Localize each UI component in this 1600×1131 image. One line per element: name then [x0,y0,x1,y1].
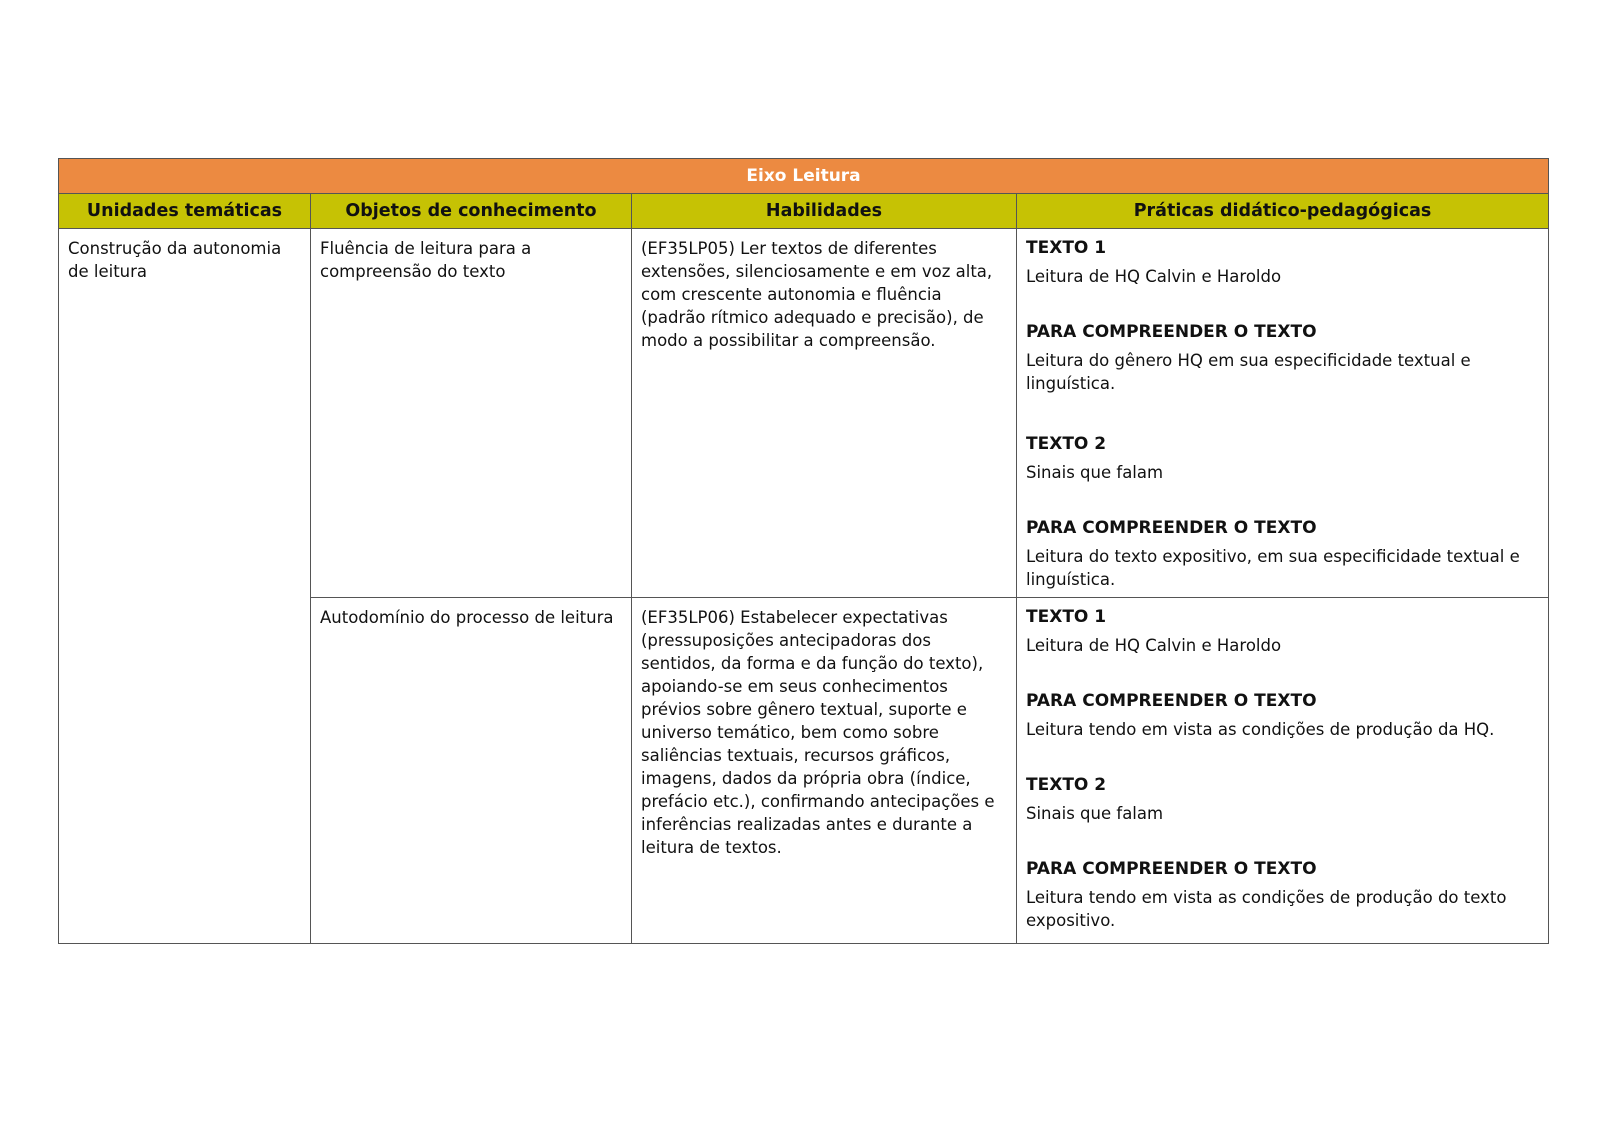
table-row [59,229,1549,598]
practice-heading: PARA COMPREENDER O TEXTO [1026,322,1317,342]
column-header-unidades: Unidades temáticas [59,194,311,229]
practice-heading: PARA COMPREENDER O TEXTO [1026,691,1317,711]
objeto-cell: Autodomínio do processo de leitura [311,598,632,944]
practice-block [1026,856,1539,932]
practice-body: Leitura tendo em vista as condições de produção do texto expositivo. [1026,888,1507,930]
column-header-habilidades: Habilidades [632,194,1017,229]
column-header-row [59,194,1549,229]
practice-body: Leitura de HQ Calvin e Haroldo [1026,267,1282,286]
praticas-cell [1017,598,1549,944]
practice-body: Leitura do texto expositivo, em sua especificidade textual e linguística. [1026,547,1520,589]
habilidade-cell: (EF35LP05) Ler textos de diferentes extensões, silenciosamente e em voz alta, com crescente autonomia e fluência (padrão rítmico adequado e precisão), de modo a possibilitar a compreensão. [632,229,1017,598]
objeto-cell: Fluência de leitura para a compreensão do texto [311,229,632,598]
practice-heading: TEXTO 2 [1026,434,1107,454]
practice-block [1026,431,1539,484]
practice-body: Leitura do gênero HQ em sua especificidade textual e linguística. [1026,351,1471,393]
practice-block [1026,604,1539,657]
practice-heading: TEXTO 1 [1026,607,1107,627]
practice-heading: PARA COMPREENDER O TEXTO [1026,518,1317,538]
practice-block [1026,235,1539,288]
praticas-cell [1017,229,1549,598]
column-header-praticas: Práticas didático-pedagógicas [1017,194,1549,229]
practice-block [1026,515,1539,591]
practice-block [1026,319,1539,395]
banner-row [59,159,1549,194]
curriculum-table [58,158,1549,944]
banner-title: Eixo Leitura [59,159,1549,194]
column-header-objetos: Objetos de conhecimento [311,194,632,229]
habilidade-cell: (EF35LP06) Estabelecer expectativas (pressuposições antecipadoras dos sentidos, da forma e da função do texto), apoiando-se em seus conhecimentos prévios sobre gênero textual, suporte e universo temático, bem como sobre saliências textuais, recursos gráficos, imagens, dados da própria obra (índice, prefácio etc.), confirmando antecipações e inferências realizadas antes e durante a leitura de textos. [632,598,1017,944]
practice-heading: PARA COMPREENDER O TEXTO [1026,859,1317,879]
practice-heading: TEXTO 1 [1026,238,1107,258]
practice-body: Sinais que falam [1026,463,1164,482]
practice-body: Leitura tendo em vista as condições de produção da HQ. [1026,720,1495,739]
practice-body: Leitura de HQ Calvin e Haroldo [1026,636,1282,655]
practice-block [1026,772,1539,825]
practice-body: Sinais que falam [1026,804,1164,823]
unidade-cell: Construção da autonomia de leitura [59,229,311,944]
practice-heading: TEXTO 2 [1026,775,1107,795]
practice-block [1026,688,1539,741]
